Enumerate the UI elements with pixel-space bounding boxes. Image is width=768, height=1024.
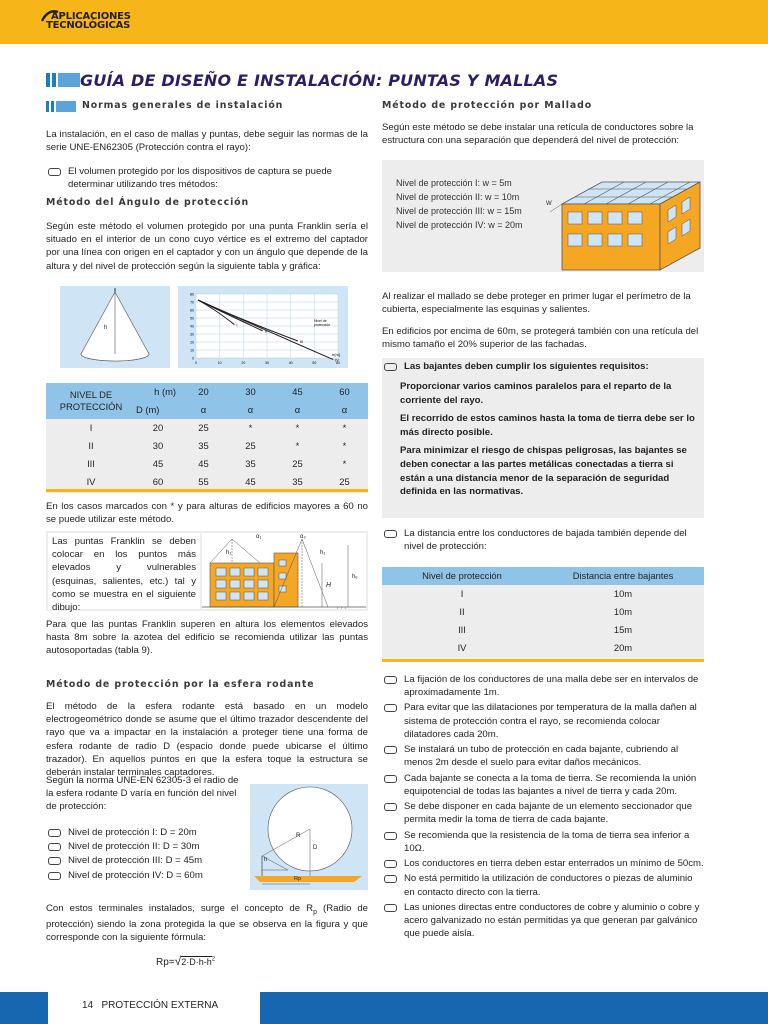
label-a1: α₁	[256, 534, 262, 540]
list-item: Las uniones directas entre conductores de cobre y aluminio o cobre y acero galvanizado no están permitidas ya que generan par galvánico que puede aisla.	[382, 901, 704, 941]
graph-curve-label: IV	[335, 357, 339, 363]
mesh-figure	[382, 160, 704, 272]
graph-x-tick: 20	[241, 361, 246, 365]
graph-y-tick: 0	[192, 356, 194, 361]
graph-y-tick: 30	[190, 332, 194, 337]
rp-text: Con estos terminales instalados, surge el concepto de $R_p$ (Radio de protección) siendo la zona protegida la que se observa en la figura y que corresponde con la siguiente fórmula:	[46, 903, 369, 943]
mesh-intro: Según este método se debe instalar una retícula de conductores sobre la estructura con una separación que dependerá del nivel de protección:	[382, 122, 694, 147]
building-figure	[202, 533, 366, 609]
requirements-title: Las bajantes deben cumplir los siguientes requisitos:	[382, 360, 702, 373]
table-row: I 10m	[460, 587, 633, 599]
rules-list	[382, 673, 704, 940]
mesh-w-label: W	[546, 201, 552, 207]
sphere-label-R: R	[296, 833, 301, 839]
table-row: II 10m	[459, 605, 633, 617]
graph-y-tick: 20	[190, 340, 194, 345]
section-heading-mallado: Método de protección por Mallado	[382, 100, 593, 111]
angle-table	[46, 383, 368, 491]
sphere-level-item: Nivel de protección I: D = 20m	[46, 826, 246, 839]
graph-x-tick: 60	[336, 361, 340, 365]
bullet-methods: El volumen protegido por los dispositivos de captura se puede determinar utilizando tres métodos:	[46, 165, 368, 191]
graph-x-tick: 30	[265, 361, 269, 365]
angle-text: Según este método el volumen protegido por una punta Franklin sería el situado en el interior de un cono cuyo vértice es el extremo del captador por una línea con origen en el captador y con un ángulo que depende de la altura y del nivel de protección según la siguiente tabla y gráfica:	[46, 221, 368, 272]
table-col-20: 20	[198, 385, 209, 397]
footer-bar-left	[0, 992, 48, 1024]
main-heading	[46, 70, 736, 92]
table-rule	[46, 489, 368, 492]
requirement-item: El recorrido de estos caminos hasta la toma de tierra debe ser lo más directo posible.	[400, 413, 695, 438]
table-row: III 45 45 35 25 *	[87, 457, 347, 469]
table-row: I 20 25 * * *	[89, 421, 347, 433]
label-hb: hₑ	[352, 574, 358, 580]
sphere-label-Rp: Rp	[294, 876, 302, 882]
requirements-box	[382, 358, 704, 518]
table-alpha: α	[294, 403, 301, 415]
label-h1b: h₁	[320, 550, 326, 556]
table-header-level: NIVEL DE PROTECCIÓN	[59, 389, 123, 412]
requirements-list	[400, 380, 700, 499]
graph-y-tick: 60	[190, 308, 194, 313]
table-alpha: α	[247, 403, 254, 415]
graph-legend-line1: Nivel de	[314, 319, 327, 323]
angle-graph	[178, 286, 348, 368]
sphere-text2: Según la norma UNE-EN 62305-3 el radio de la esfera rodante D varía en función del nivel de protección:	[46, 775, 239, 813]
distance-header-level: Nivel de protección	[422, 569, 502, 581]
graph-x-tick: 10	[217, 361, 222, 365]
distance-header-dist: Distancia entre bajantes	[572, 569, 674, 581]
mesh-p1: Al realizar el mallado se debe proteger en primer lugar el perímetro de la cubierta, especialmente las esquinas y salientes.	[382, 291, 691, 316]
logo-line1: APLICACIONES	[51, 11, 131, 22]
sphere-levels	[46, 826, 246, 882]
distance-table	[382, 567, 704, 657]
graph-curve-label: II	[264, 328, 267, 334]
mesh-levels	[396, 176, 522, 232]
graph-y-tick: 10	[190, 348, 194, 353]
distance-text: La distancia entre los conductores de bajada también depende del nivel de protección:	[382, 527, 704, 553]
table-col-45: 45	[292, 385, 303, 397]
list-item: Los conductores en tierra deben estar enterrados un mínimo de 50cm.	[382, 857, 704, 870]
logo-arc-icon	[40, 8, 60, 22]
cone-figure	[60, 286, 170, 368]
requirement-item: Proporcionar varios caminos paralelos para el reparto de la corriente del rayo.	[400, 381, 672, 406]
graph-legend-line2: protección	[314, 323, 331, 327]
label-H: H	[326, 582, 332, 589]
list-item: No está permitido la utilización de conductores o piezas de aluminio en contacto directo con la tierra.	[382, 872, 704, 898]
table-note: En los casos marcados con * y para alturas de edificios mayores a 60 no se puede utilizar este método.	[46, 501, 368, 526]
graph-x-tick: 40	[288, 361, 293, 365]
mesh-level-item: Nivel de protección I: w = 5m	[396, 178, 512, 188]
table-row: III 15m	[458, 623, 633, 635]
graph-y-tick: 70	[190, 300, 194, 305]
table-alpha: α	[341, 403, 348, 415]
table-header-hm: h (m)	[154, 385, 176, 397]
list-item: Se instalará un tubo de protección en cada bajante, cubriendo al menos 2m desde el suelo para evitar daños mecánicos.	[382, 743, 704, 769]
sphere-figure	[250, 784, 368, 890]
sphere-text: El método de la esfera rodante está basado en un modelo electrogeométrico donde se asume que el último trazador descendente del rayo que va a impactar en la instalación a proteger tiene una forma de esfera rodante de radio D (espacio donde puede ubicarse el último trazador). En aquellos puntos en que la esfera toque la estructura se deberán instalar terminales captadores.	[46, 701, 368, 779]
sphere-label-h: h	[264, 857, 268, 863]
sphere-label-D: D	[313, 845, 318, 851]
page-title: GUÍA DE DISEÑO E INSTALACIÓN: PUNTAS Y MALLAS	[80, 71, 559, 90]
distance-table-header	[382, 567, 704, 585]
logo	[46, 12, 131, 30]
cone-h-label: h	[104, 325, 108, 331]
label-a2: α₂	[300, 534, 306, 540]
table-header-row	[46, 383, 368, 401]
section-heading-angulo: Método del Ángulo de protección	[46, 197, 250, 208]
distance-rule	[382, 659, 704, 662]
franklin-after-text: Para que las puntas Franklin superen en altura los elementos elevados hasta 8m sobre la azotea del edificio se recomienda utilizar las puntas autosoportadas (tabla 9).	[46, 619, 368, 657]
heading-bars-icon	[46, 73, 80, 87]
table-col-30: 30	[245, 385, 256, 397]
list-item: Se recomienda que la resistencia de la toma de tierra sea inferior a 10Ω.	[382, 829, 704, 855]
footer-section: PROTECCIÓN EXTERNA	[101, 1000, 219, 1011]
graph-x-tick: 50	[312, 361, 317, 365]
table-row: IV 20m	[457, 641, 633, 653]
graph-y-tick: 40	[190, 324, 194, 329]
graph-x-tick: 0	[195, 361, 197, 365]
list-item: Para evitar que las dilataciones por temperatura de la malla dañen al sistema de protección contra el rayo, se recomienda colocar dilatadores cada 20m.	[382, 701, 704, 741]
footer-text	[82, 999, 218, 1013]
section-heading-esfera: Método de protección por la esfera rodante	[46, 679, 315, 690]
sphere-level-item: Nivel de protección IV: D = 60m	[46, 869, 246, 882]
graph-x-label: h(m)	[332, 352, 341, 357]
section-heading-normas: Normas generales de instalación	[82, 100, 284, 111]
logo-line2: TECNOLÓGICAS	[46, 20, 131, 31]
mesh-p2: En edificios por encima de 60m, se protegerá también con una retícula del mismo tamaño el 20% superior de las fachadas.	[382, 326, 699, 351]
sphere-level-item: Nivel de protección III: D = 45m	[46, 854, 246, 867]
intro-text: La instalación, en el caso de mallas y puntas, debe seguir las normas de la serie UNE-EN62305 (Protección contra el rayo):	[46, 129, 368, 154]
footer-bar-right	[260, 992, 768, 1024]
mesh-level-item: Nivel de protección III: w = 15m	[396, 206, 522, 216]
graph-curve-label: III	[299, 339, 304, 345]
list-item: Cada bajante se conecta a la toma de tierra. Se recomienda la unión equipotencial de todas las bajantes a nivel de tierra y cada 20m.	[382, 772, 704, 798]
subheading-bars-icon	[46, 101, 76, 112]
list-item: La fijación de los conductores de una malla debe ser en intervalos de aproximadamente 1m.	[382, 673, 704, 699]
graph-curve-label: I	[236, 322, 238, 328]
mesh-level-item: Nivel de protección II: w = 10m	[396, 192, 520, 202]
franklin-text-box	[48, 533, 200, 614]
table-header-dm: D (m)	[136, 403, 160, 415]
label-h1a: h₁	[226, 550, 232, 556]
sphere-level-item: Nivel de protección II: D = 30m	[46, 840, 246, 853]
angle-graph-svg	[178, 286, 348, 368]
requirement-item: Para minimizar el riesgo de chispas peligrosas, las bajantes se deben conectar a las partes metálicas conectadas a tierra si están a una distancia menor de la separación de seguridad definida en las normativas.	[400, 445, 687, 498]
table-alpha: α	[200, 403, 207, 415]
table-row: II 30 35 25 * *	[88, 439, 347, 451]
franklin-text: Las puntas Franklin se deben colocar en los puntos más elevados y vulnerables (esquinas, salientes, etc.) tal y como se muestra en el siguiente dibujo:	[52, 536, 196, 614]
graph-y-tick: 50	[190, 316, 194, 321]
list-item: Se debe disponer en cada bajante de un elemento seccionador que permita medir la toma de tierra de cada bajante.	[382, 800, 704, 826]
graph-y-tick: 80	[190, 292, 194, 297]
table-col-60: 60	[339, 385, 350, 397]
mesh-level-item: Nivel de protección IV: w = 20m	[396, 220, 523, 230]
rp-formula: $Rp=√2\cdot D\cdot h-h^2$	[156, 954, 216, 968]
table-row: IV 60 55 45 35 25	[86, 475, 350, 487]
page-number: 14	[82, 1000, 94, 1011]
